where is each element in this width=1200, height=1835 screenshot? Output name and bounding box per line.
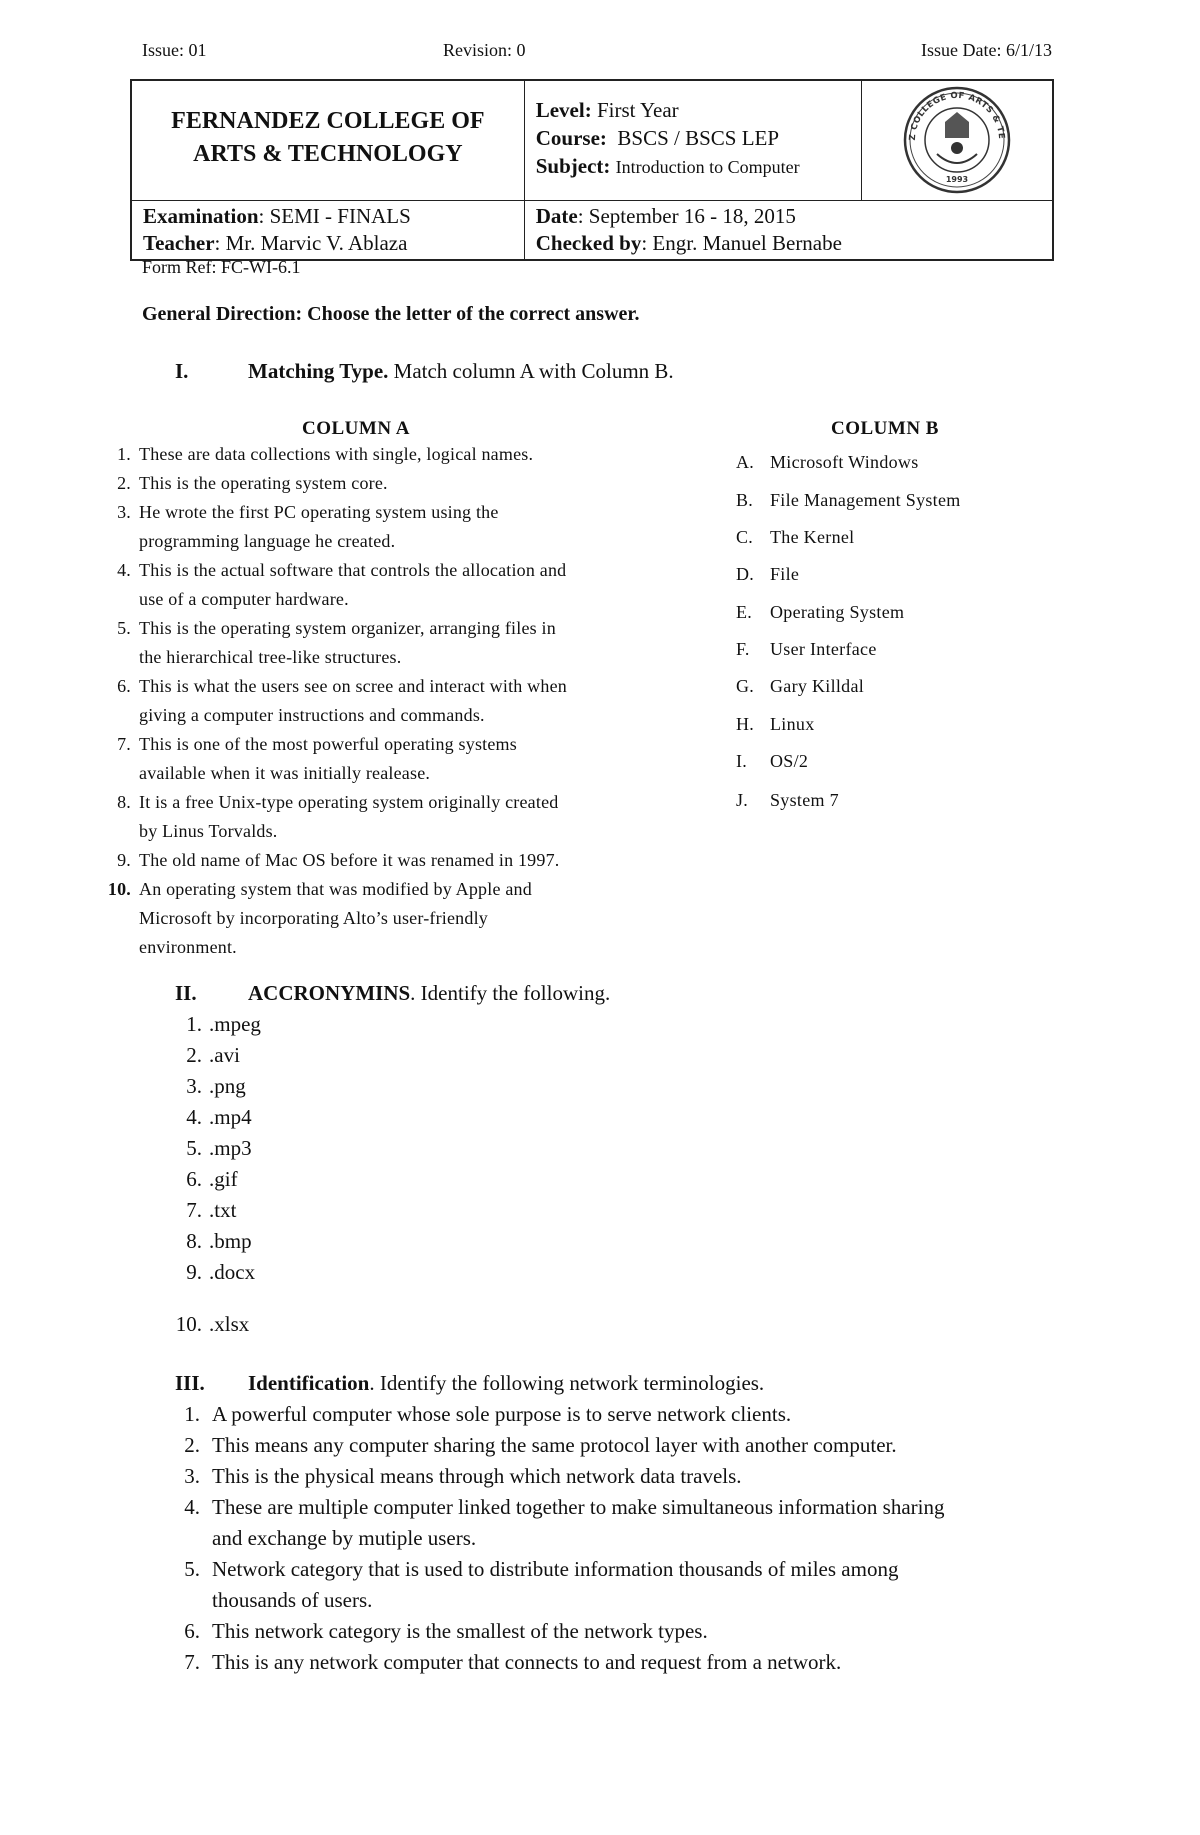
logo-cell [861,80,1053,201]
teacher-value: : Mr. Marvic V. Ablaza [214,231,408,255]
section1-title [175,359,875,389]
checked-label: Checked by [535,231,642,255]
section2-heading: ACCRONYMINS [248,981,411,1005]
section1-heading: Matching Type. [248,359,389,383]
level-value: First Year [596,98,679,122]
column-b-list: A. Microsoft Windows B. File Management System C. The Kernel D. File E. Operating System F. User Interface G. Gary Killdal H. Linux I. OS/2 J. System 7 [736,452,961,810]
exam-header-table [130,79,1054,261]
form-reference: Form Ref: FC-WI-6.1 [142,257,301,277]
section2-title [175,981,875,1011]
section3-instruction: . Identify the following network terminologies. [369,1371,765,1395]
teacher-label: Teacher [143,231,215,255]
exam-teacher-cell [131,201,524,261]
column-a-list: 1. These are data collections with single, logical names. 2. This is the operating system core. 3. He wrote the first PC operating system using the programming language he created. 4. This is the actual software that controls the allocation and use of a computer hardware. 5. This is the operating system organizer, arranging files in the hierarchical tree-like structures. 6. This is what the users see on scree and interact with when giving a computer instructions and commands. 7. This is one of the most powerful operating systems available when it was initially realease. 8. It is a free Unix-type operating system originally created by Linus Torvalds. 9. The old name of Mac OS before it was renamed in 1997. 10. An operating system that was modified by Apple and Microsoft by incorporating Alto’s user-friendly environment. [107,444,567,957]
section3-number: III. [175,1371,205,1395]
school-name-line2: ARTS & TECHNOLOGY [193,141,463,167]
level-label: Level: [535,98,592,122]
issue-date: Issue Date: 6/1/13 [921,40,1052,60]
identification-list: 1. A powerful computer whose sole purpose is to serve network clients. 2. This means any computer sharing the same protocol layer with another computer. 3. This is the physical means through which network data travels. 4. These are multiple computer linked together to make simultaneous information sharing and exchange by mutiple users. 5. Network category that is used to distribute information thousands of miles among thousands of users. 6. This network category is the smallest of the network types. 7. This is any network computer that connects to and request from a network. [184,1402,945,1674]
acronym-list: 1. .mpeg 2. .avi 3. .png 4. .mp4 5. .mp3 6. .gif 7. .txt 8. .bmp 9. .docx 10. .xlsx [175,1012,261,1336]
section1-instruction: Match column A with Column B. [388,359,674,383]
subject-value: Introduction to Computer [615,157,800,177]
section2-instruction: . Identify the following. [410,981,611,1005]
course-info [524,80,861,201]
course-value: BSCS / BSCS LEP [617,126,780,150]
school-name [131,80,524,201]
exam-value: : SEMI - FINALS [258,204,411,228]
date-label: Date [535,204,578,228]
college-seal-logo [897,82,1017,194]
revision-number: Revision: 0 [443,40,526,60]
seal-year: 1993 [945,175,968,184]
date-value: : September 16 - 18, 2015 [577,204,796,228]
subject-label: Subject: [535,154,611,178]
section3-heading: Identification [248,1371,370,1395]
general-direction: General Direction: Choose the letter of the correct answer. [142,303,640,325]
checked-value: : Engr. Manuel Bernabe [641,231,842,255]
exam-label: Examination [143,204,259,228]
column-b-header: COLUMN B [831,418,939,439]
course-label: Course: [535,126,607,150]
column-a-header: COLUMN A [302,418,410,439]
section1-number: I. [175,359,189,383]
section2-number: II. [175,981,197,1005]
section3-title [175,1371,975,1401]
issue-number: Issue: 01 [142,40,207,60]
seal-text: Z COLLEGE OF ARTS & TE [907,90,1006,141]
date-checked-cell [524,201,1053,261]
school-name-line1: FERNANDEZ COLLEGE OF [171,108,485,134]
